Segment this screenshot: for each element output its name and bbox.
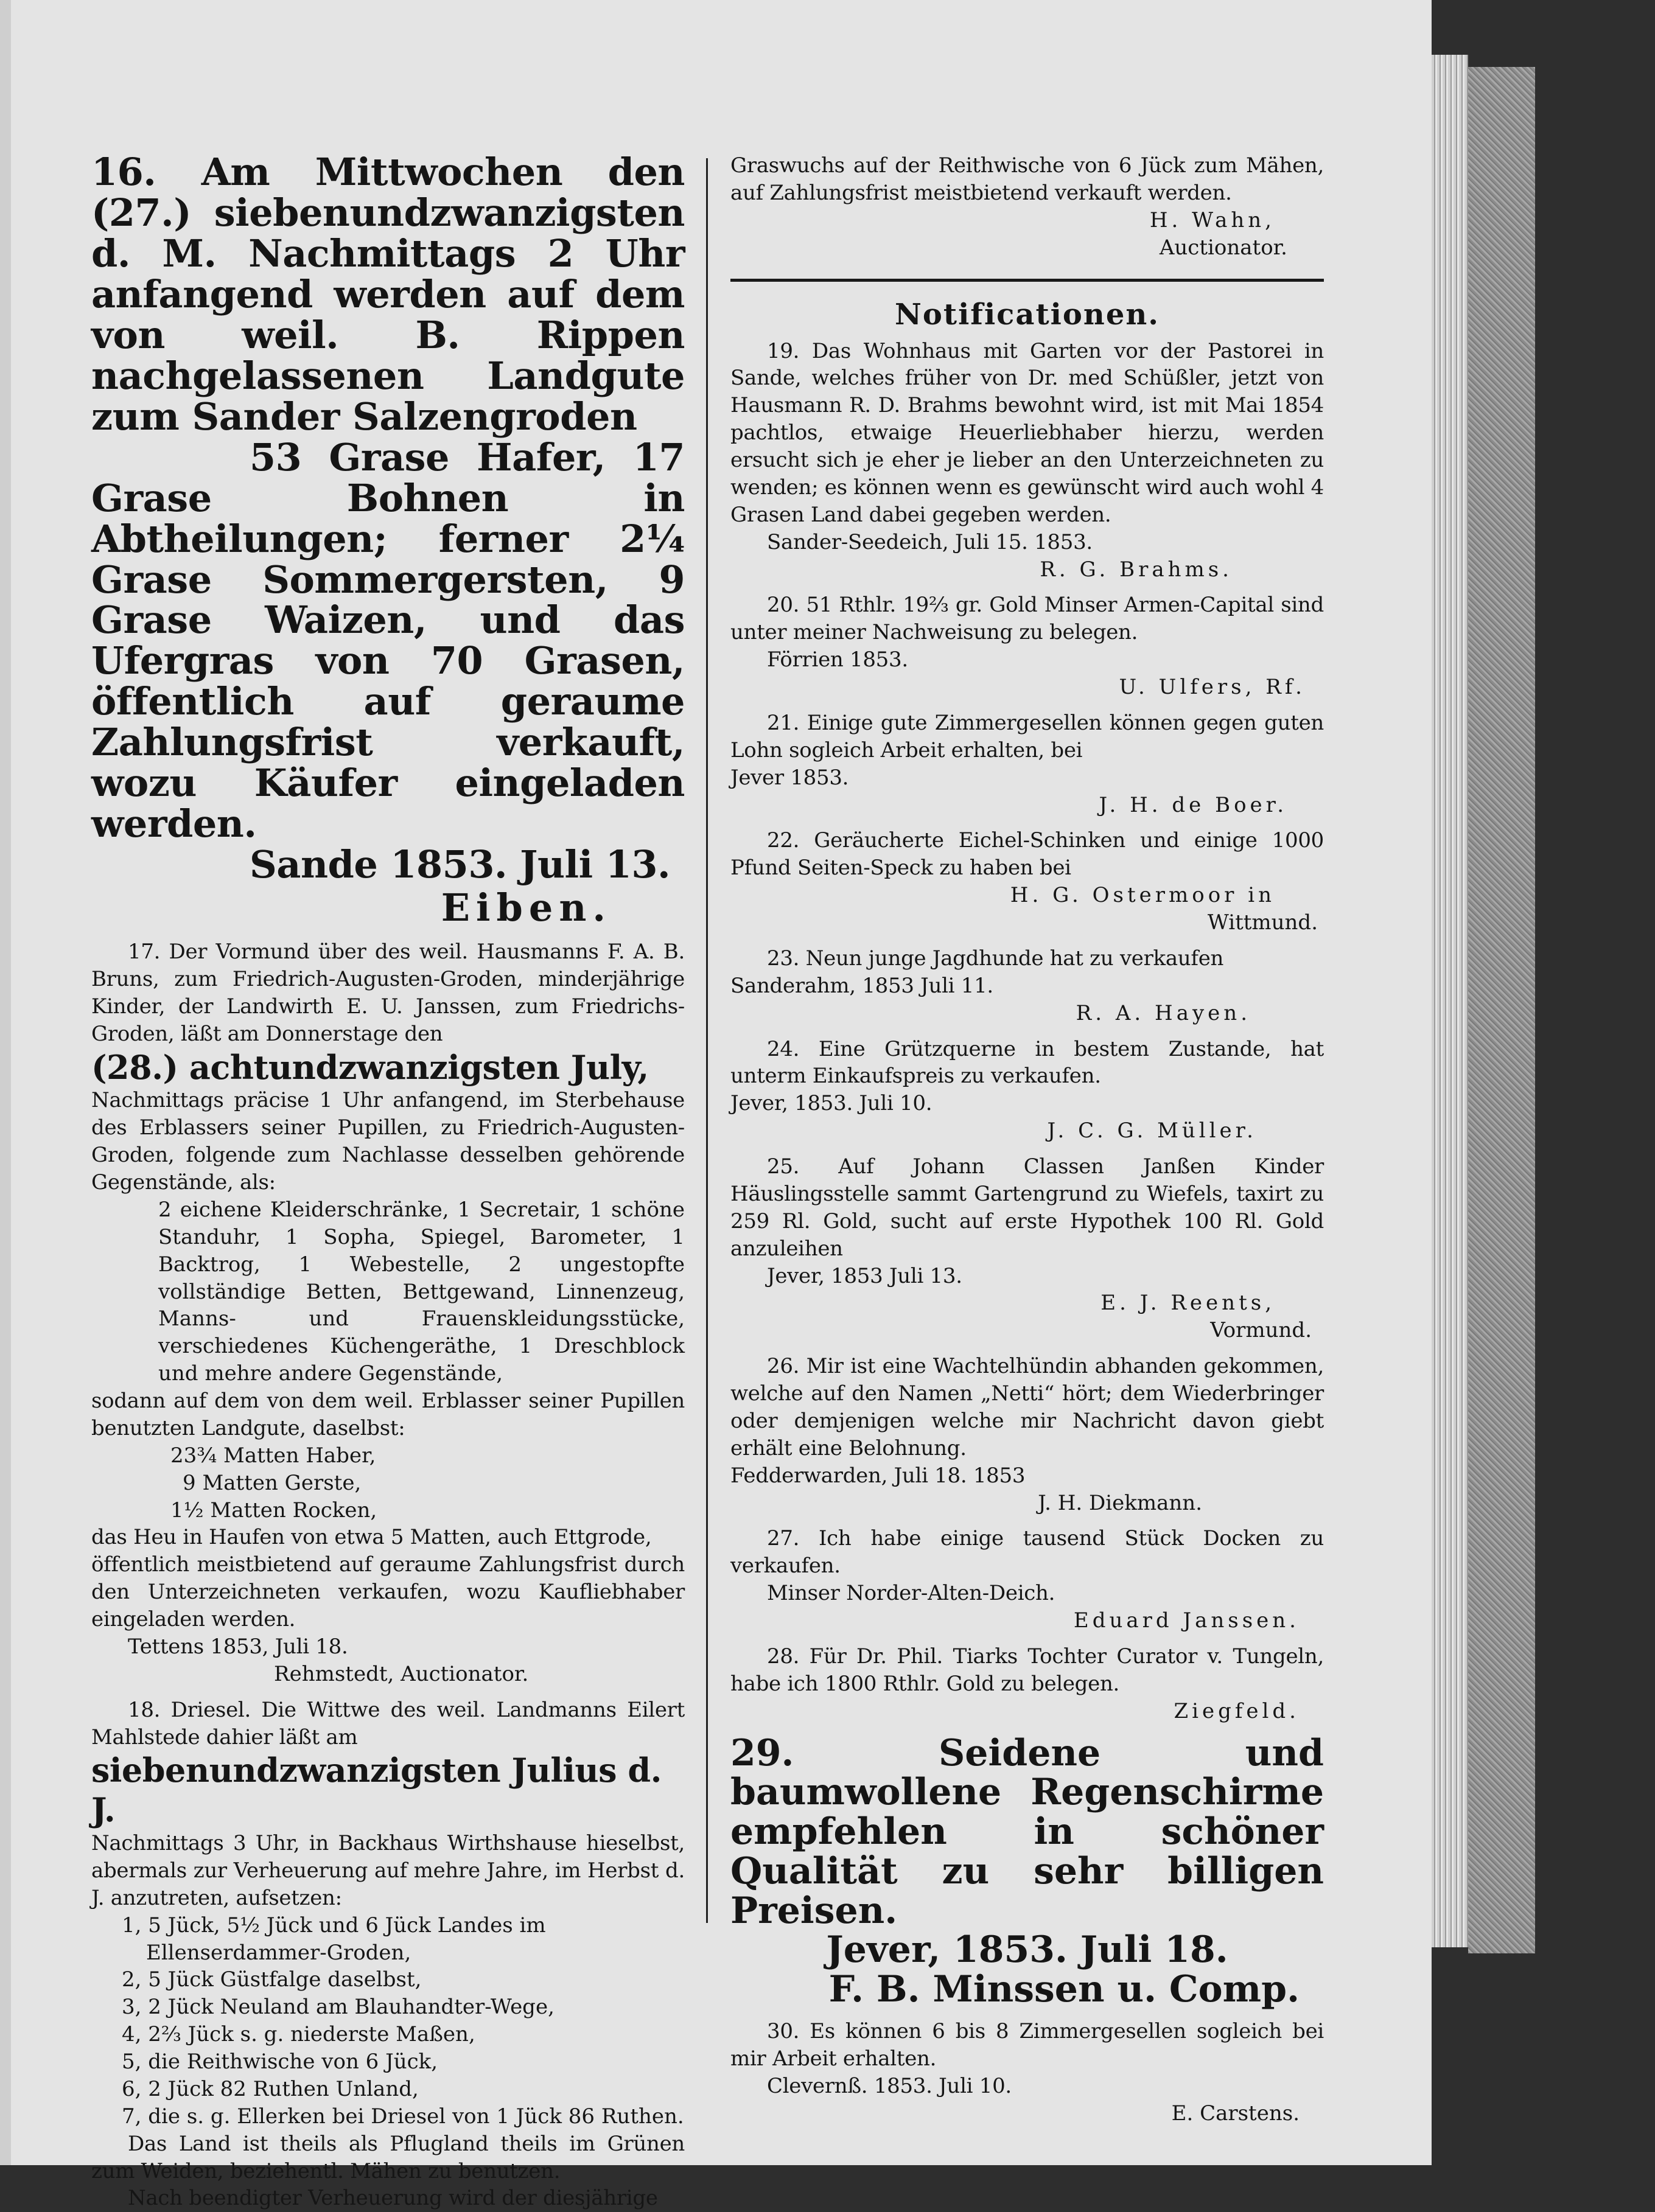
notice-23: 23. Neun junge Jagdhunde hat zu verkaufen: [767, 946, 1224, 971]
left-column: [91, 152, 685, 2212]
notice-17-item: 1½ Matten Rocken,: [170, 1498, 377, 1523]
notice-19-place: Sander-Seedeich, Juli 15. 1853.: [767, 529, 1093, 554]
column-divider: [706, 158, 708, 1923]
notice-29: 29. Seidene und baumwollene Regenschirme empfehlen in schöner Qualität zu sehr billigen Preisen.: [730, 1731, 1324, 1932]
page-gutter: [0, 0, 11, 2165]
continuation-title: Auctionator.: [1159, 235, 1287, 260]
notice-20: 20. 51 Rthlr. 19⅔ gr. Gold Minser Armen-Capital sind unter meiner Nachweisung zu belegen.: [730, 593, 1324, 645]
notice-16-heading: 16. Am Mittwochen den (27.) siebenundzwanzigsten d. M. Nachmittags 2 Uhr anfangend werden auf dem von weil. B. Rippen nachgelassenen Landgute zum Sander Salzengroden: [91, 150, 685, 439]
notice-18-item: 7, die s. g. Ellerken bei Driesel von 1 Jück 86 Ruthen.: [122, 2104, 684, 2129]
notice-18-item: 4, 2⅔ Jück s. g. niederste Maßen,: [122, 2022, 475, 2047]
notice-17-signature: Rehmstedt, Auctionator.: [274, 1661, 529, 1686]
notice-27: 27. Ich habe einige tausend Stück Docken zu verkaufen.: [730, 1526, 1324, 1579]
notice-17-date: (28.) achtundzwanzigsten July,: [91, 1047, 649, 1087]
notice-17-body4: öffentlich meistbietend auf geraume Zahlungsfrist durch den Unterzeichneten verkaufen, wozu Kaufliebhaber eingeladen werden.: [91, 1552, 685, 1632]
notice-24-place: Jever, 1853. Juli 10.: [730, 1091, 932, 1116]
notice-23-signature: R. A. Hayen.: [1076, 1000, 1251, 1025]
notice-18-item: 5, die Reithwische von 6 Jück,: [122, 2050, 438, 2074]
notice-22-signature: H. G. Ostermoor in: [1010, 883, 1275, 908]
notice-27-signature: Eduard Janssen.: [1073, 1608, 1300, 1633]
notice-25-place: Jever, 1853 Juli 13.: [767, 1263, 962, 1288]
notice-18-item: 3, 2 Jück Neuland am Blauhandter-Wege,: [122, 1995, 555, 2020]
notice-24: 24. Eine Grützquerne in bestem Zustande, hat unterm Einkaufspreis zu verkaufen.: [730, 1036, 1324, 1089]
notice-30: 30. Es können 6 bis 8 Zimmergesellen sogleich bei mir Arbeit erhalten.: [730, 2019, 1324, 2071]
notice-16-place: Sande 1853. Juli 13.: [250, 842, 671, 887]
notice-19: 19. Das Wohnhaus mit Garten vor der Pastorei in Sande, welches früher von Dr. med Schüßler, jetzt von Hausmann R. D. Brahms bewohnt wird, ist mit Mai 1854 pachtlos, etwaige Heuerliebhaber hierzu, werden ersucht sich je eher je lieber an den Unterzeichneten zu wenden; es können wenn es gewünscht wird auch wohl 4 Grasen Land dabei gegeben werden.: [730, 338, 1324, 527]
notice-28-signature: Ziegfeld.: [1174, 1698, 1300, 1723]
book-cover-edge: [1468, 67, 1535, 1953]
notice-27-place: Minser Norder-Alten-Deich.: [767, 1581, 1055, 1606]
notice-17-body: Nachmittags präcise 1 Uhr anfangend, im Sterbehause des Erblassers seiner Pupillen, zu Friedrich-Augusten-Groden, folgende zum Nachlasse desselben gehörende Gegenstände, als:: [91, 1088, 685, 1195]
section-title: Notificationen.: [895, 297, 1160, 332]
notice-17-goods: 2 eichene Kleiderschränke, 1 Secretair, 1 schöne Standuhr, 1 Sopha, Spiegel, Barometer, 1 Backtrog, 1 Webestelle, 2 ungestopfte vollständige Betten, Bettgewand, Linnenzeug, Manns- und Frauenskleidungsstücke, verschiedenes Küchengeräthe, 1 Dreschblock und mehre andere Gegenstände,: [158, 1197, 685, 1386]
notice-30-signature: E. Carstens.: [1171, 2101, 1300, 2126]
notice-16-signature: Eiben.: [441, 885, 612, 930]
notice-26-signature: J. H. Diekmann.: [1038, 1490, 1202, 1515]
notice-21: 21. Einige gute Zimmergesellen können gegen guten Lohn sogleich Arbeit erhalten, bei: [730, 710, 1324, 762]
notice-17-body3: das Heu in Haufen von etwa 5 Matten, auch Ettgrode,: [91, 1525, 652, 1550]
notice-20-signature: U. Ulfers, Rf.: [1119, 675, 1306, 699]
notice-22: 22. Geräucherte Eichel-Schinken und einige 1000 Pfund Seiten-Speck zu haben bei: [730, 828, 1324, 881]
notice-30-place: Clevernß. 1853. Juli 10.: [767, 2073, 1012, 2098]
notice-19-signature: R. G. Brahms.: [1040, 557, 1233, 582]
notice-18-intro: 18. Driesel. Die Wittwe des weil. Landmanns Eilert Mahlstede dahier läßt am: [91, 1697, 685, 1750]
notice-18-body: Nachmittags 3 Uhr, in Backhaus Wirthshause hieselbst, abermals zur Verheuerung auf mehre Jahre, im Herbst d. J. anzutreten, aufsetzen:: [91, 1831, 685, 1910]
notice-26: 26. Mir ist eine Wachtelhündin abhanden gekommen, welche auf den Namen „Netti“ hört; dem Wiederbringer oder demjenigen welche mir Nachricht davon giebt erhält eine Belohnung.: [730, 1354, 1324, 1460]
notice-25: 25. Auf Johann Classen Janßen Kinder Häuslingsstelle sammt Gartengrund zu Wiefels, taxirt zu 259 Rl. Gold, sucht auf erste Hypothek 100 Rl. Gold anzuleihen: [730, 1154, 1324, 1261]
notice-18-item: 2, 5 Jück Güstfalge daselbst,: [122, 1967, 422, 1992]
notice-17-body2: sodann auf dem von dem weil. Erblasser seiner Pupillen benutzten Landgute, daselbst:: [91, 1389, 685, 1440]
notice-20-place: Förrien 1853.: [767, 647, 908, 672]
notice-18-item: 1, 5 Jück, 5½ Jück und 6 Jück Landes im Ellenserdammer-Groden,: [122, 1913, 546, 1965]
notice-17-item: 9 Matten Gerste,: [183, 1470, 362, 1495]
notice-18-body2: Das Land ist theils als Pflugland theils im Grünen zum Weiden, beziehentl. Mähen zu benutzen.: [91, 2131, 685, 2183]
notice-21-place: Jever 1853.: [730, 765, 849, 790]
notice-22-place: Wittmund.: [1207, 910, 1318, 935]
right-column: [730, 152, 1324, 2127]
notice-17-item: 23¾ Matten Haber,: [170, 1443, 376, 1468]
continuation-text: Graswuchs auf der Reithwische von 6 Jück zum Mähen, auf Zahlungsfrist meistbietend verkauft werden.: [730, 153, 1324, 205]
section-rule: [730, 279, 1324, 282]
notice-25-signature: E. J. Reents,: [1100, 1291, 1275, 1316]
notice-26-place: Fedderwarden, Juli 18. 1853: [730, 1463, 1026, 1488]
notice-18-body3: Nach beendigter Verheuerung wird der diesjährige: [128, 2186, 658, 2211]
notice-28: 28. Für Dr. Phil. Tiarks Tochter Curator v. Tungeln, habe ich 1800 Rthlr. Gold zu belegen.: [730, 1644, 1324, 1696]
notice-16-body: 53 Grase Hafer, 17 Grase Bohnen in Abtheilungen; ferner 2¼ Grase Sommergersten, 9 Grase Waizen, und das Ufergras von 70 Grasen, öffentlich auf geraume Zahlungsfrist verkauft, wozu Käufer eingeladen werden.: [91, 434, 685, 846]
notice-18-date: siebenundzwanzigsten Julius d. J.: [91, 1751, 662, 1830]
notice-29-place: Jever, 1853. Juli 18.: [826, 1928, 1228, 1972]
notice-21-signature: J. H. de Boer.: [1099, 792, 1287, 817]
notice-17-place: Tettens 1853, Juli 18.: [128, 1634, 348, 1659]
notice-25-role: Vormund.: [1210, 1318, 1312, 1343]
page-stack-edge: [1432, 55, 1468, 1947]
notice-23-place: Sanderahm, 1853 Juli 11.: [730, 973, 993, 998]
notice-17-intro: 17. Der Vormund über des weil. Hausmanns F. A. B. Bruns, zum Friedrich-Augusten-Groden, minderjährige Kinder, der Landwirth E. U. Janssen, zum Friedrichs-Groden, läßt am Donnerstage den: [91, 940, 685, 1046]
notice-18-item: 6, 2 Jück 82 Ruthen Unland,: [122, 2076, 419, 2101]
notice-29-signature: F. B. Minssen u. Comp.: [828, 1968, 1300, 2011]
notice-24-signature: J. C. G. Müller.: [1047, 1118, 1257, 1143]
continuation-signature: H. Wahn,: [1149, 208, 1275, 232]
